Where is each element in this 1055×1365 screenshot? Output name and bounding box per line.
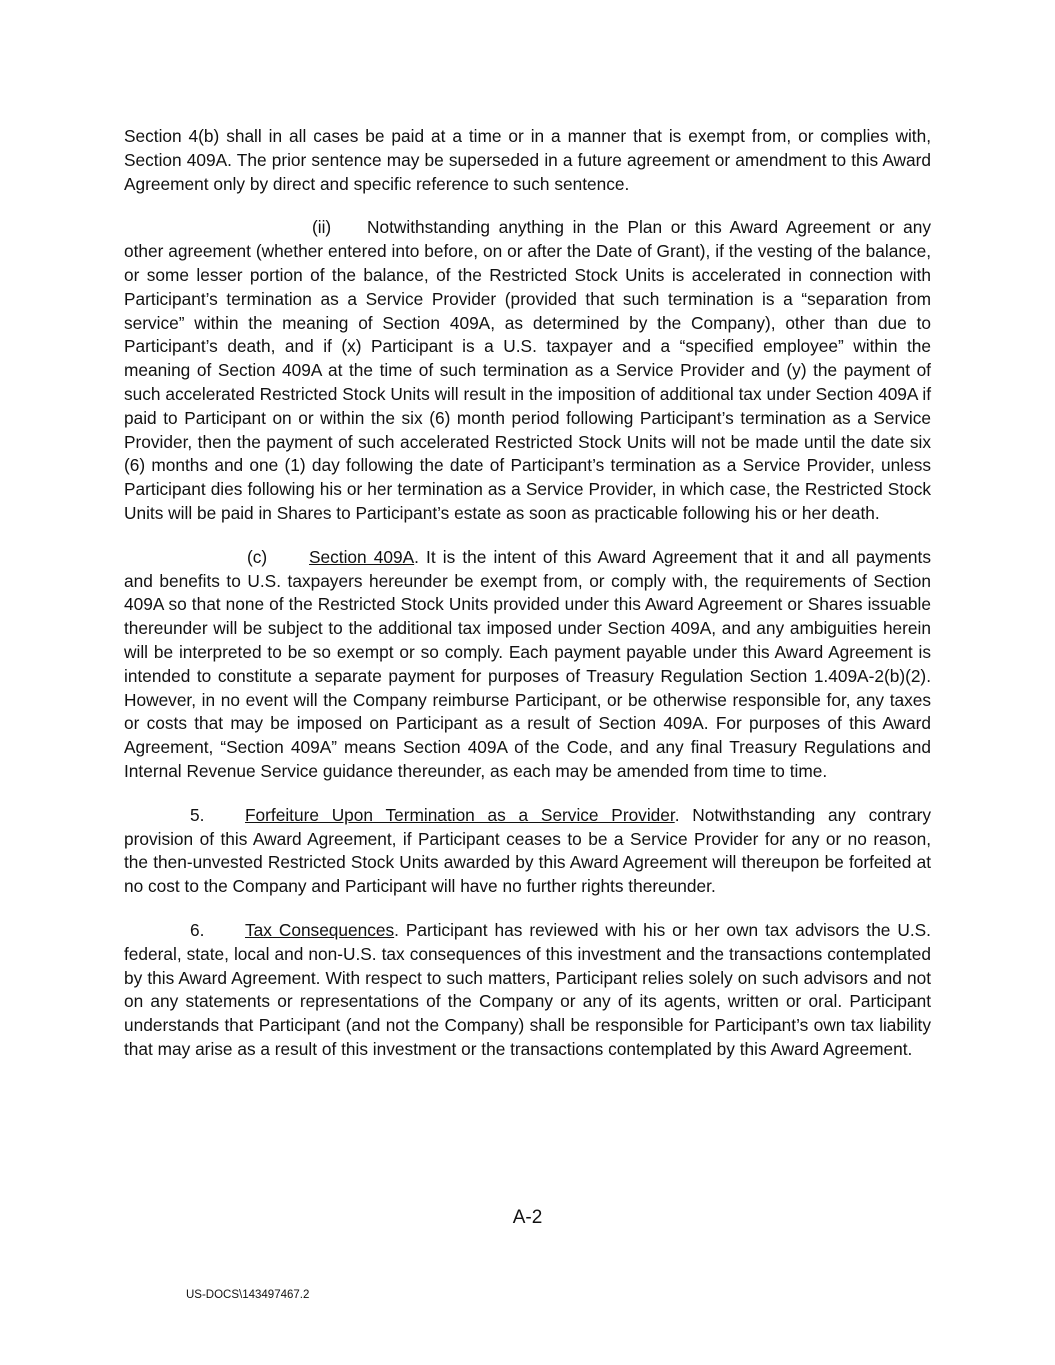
paragraph-c-section-409a [124,546,931,784]
section-heading: Tax Consequences [245,919,395,940]
paragraph-text: . Participant has reviewed with his or her own tax advisors the U.S. federal, state, local and non-U.S. tax consequences of this investment and the transactions contemplated by this Award Agreement. With respect to such matters, Participant relies solely on such advisors and not on any statements or representations of the Company or any of its agents, written or oral. Participant understands that Participant (and not the Company) shall be responsible for Participant’s own tax liability that may arise as a result of this investment or the transactions contemplated by this Award Agreement. [124,919,931,1059]
document-id: US-DOCS\143497467.2 [186,1289,310,1301]
paragraph-text: Notwithstanding anything in the Plan or this Award Agreement or any other agreement (whether entered into before, on or after the Date of Grant), if the vesting of the balance, or some lesser portion of the balance, of the Restricted Stock Units is accelerated in connection with Participant’s termination as a Service Provider (provided that such termination is a “separation from service” within the meaning of Section 409A, as determined by the Company), other than due to Participant’s death, and if (x) Participant is a U.S. taxpayer and a “specified employee” within the meaning of Section 409A at the time of such termination as a Service Provider and (y) the payment of such accelerated Restricted Stock Units will result in the imposition of additional tax under Section 409A if paid to Participant on or within the six (6) month period following Participant’s termination as a Service Provider, then the payment of such accelerated Restricted Stock Units will not be made until the date six (6) months and one (1) day following the date of Participant’s termination as a Service Provider, unless Participant dies following his or her termination as a Service Provider, in which case, the Restricted Stock Units will be paid in Shares to Participant’s estate as soon as practicable following his or her death. [124,217,931,523]
paragraph-label: (c) [247,546,268,567]
paragraph-text: . Notwithstanding any contrary provision of this Award Agreement, if Participant ceases to be a Service Provider for any or no reason, the then-unvested Restricted Stock Units awarded by this Award Agreement will thereupon be forfeited at no cost to the Company and Participant will have no further rights thereunder. [124,804,931,897]
section-number: 6. [190,919,205,940]
section-number: 5. [190,804,205,825]
paragraph-text: . It is the intent of this Award Agreement that it and all payments and benefits to U.S. taxpayers hereunder be exempt from, or comply with, the requirements of Section 409A so that none of the Restricted Stock Units provided under this Award Agreement or Shares issuable thereunder will be subject to the additional tax imposed under Section 409A, and any ambiguities herein will be interpreted to be so exempt or so comply. Each payment payable under this Award Agreement is intended to constitute a separate payment for purposes of Treasury Regulation Section 1.409A-2(b)(2). However, in no event will the Company reimburse Participant, or be otherwise responsible for, any taxes or costs that may be imposed on Participant as a result of Section 409A. For purposes of this Award Agreement, “Section 409A” means Section 409A of the Code, and any final Treasury Regulations and Internal Revenue Service guidance thereunder, as each may be amended from time to time. [124,546,931,781]
section-5-forfeiture [124,804,931,899]
page-number: A-2 [512,1207,543,1228]
paragraph-section-4b-continuation [124,125,931,196]
section-heading: Forfeiture Upon Termination as a Service Provider [245,804,675,825]
section-heading: Section 409A [309,546,415,567]
document-body [124,125,931,1082]
section-6-tax-consequences [124,919,931,1062]
paragraph-label: (ii) [312,217,332,238]
paragraph-text: Section 4(b) shall in all cases be paid at a time or in a manner that is exempt from, or complies with, Section 409A. The prior sentence may be superseded in a future agreement or amendment to this Award Agreement only by direct and specific reference to such sentence. [124,126,931,194]
paragraph-ii [124,216,931,525]
